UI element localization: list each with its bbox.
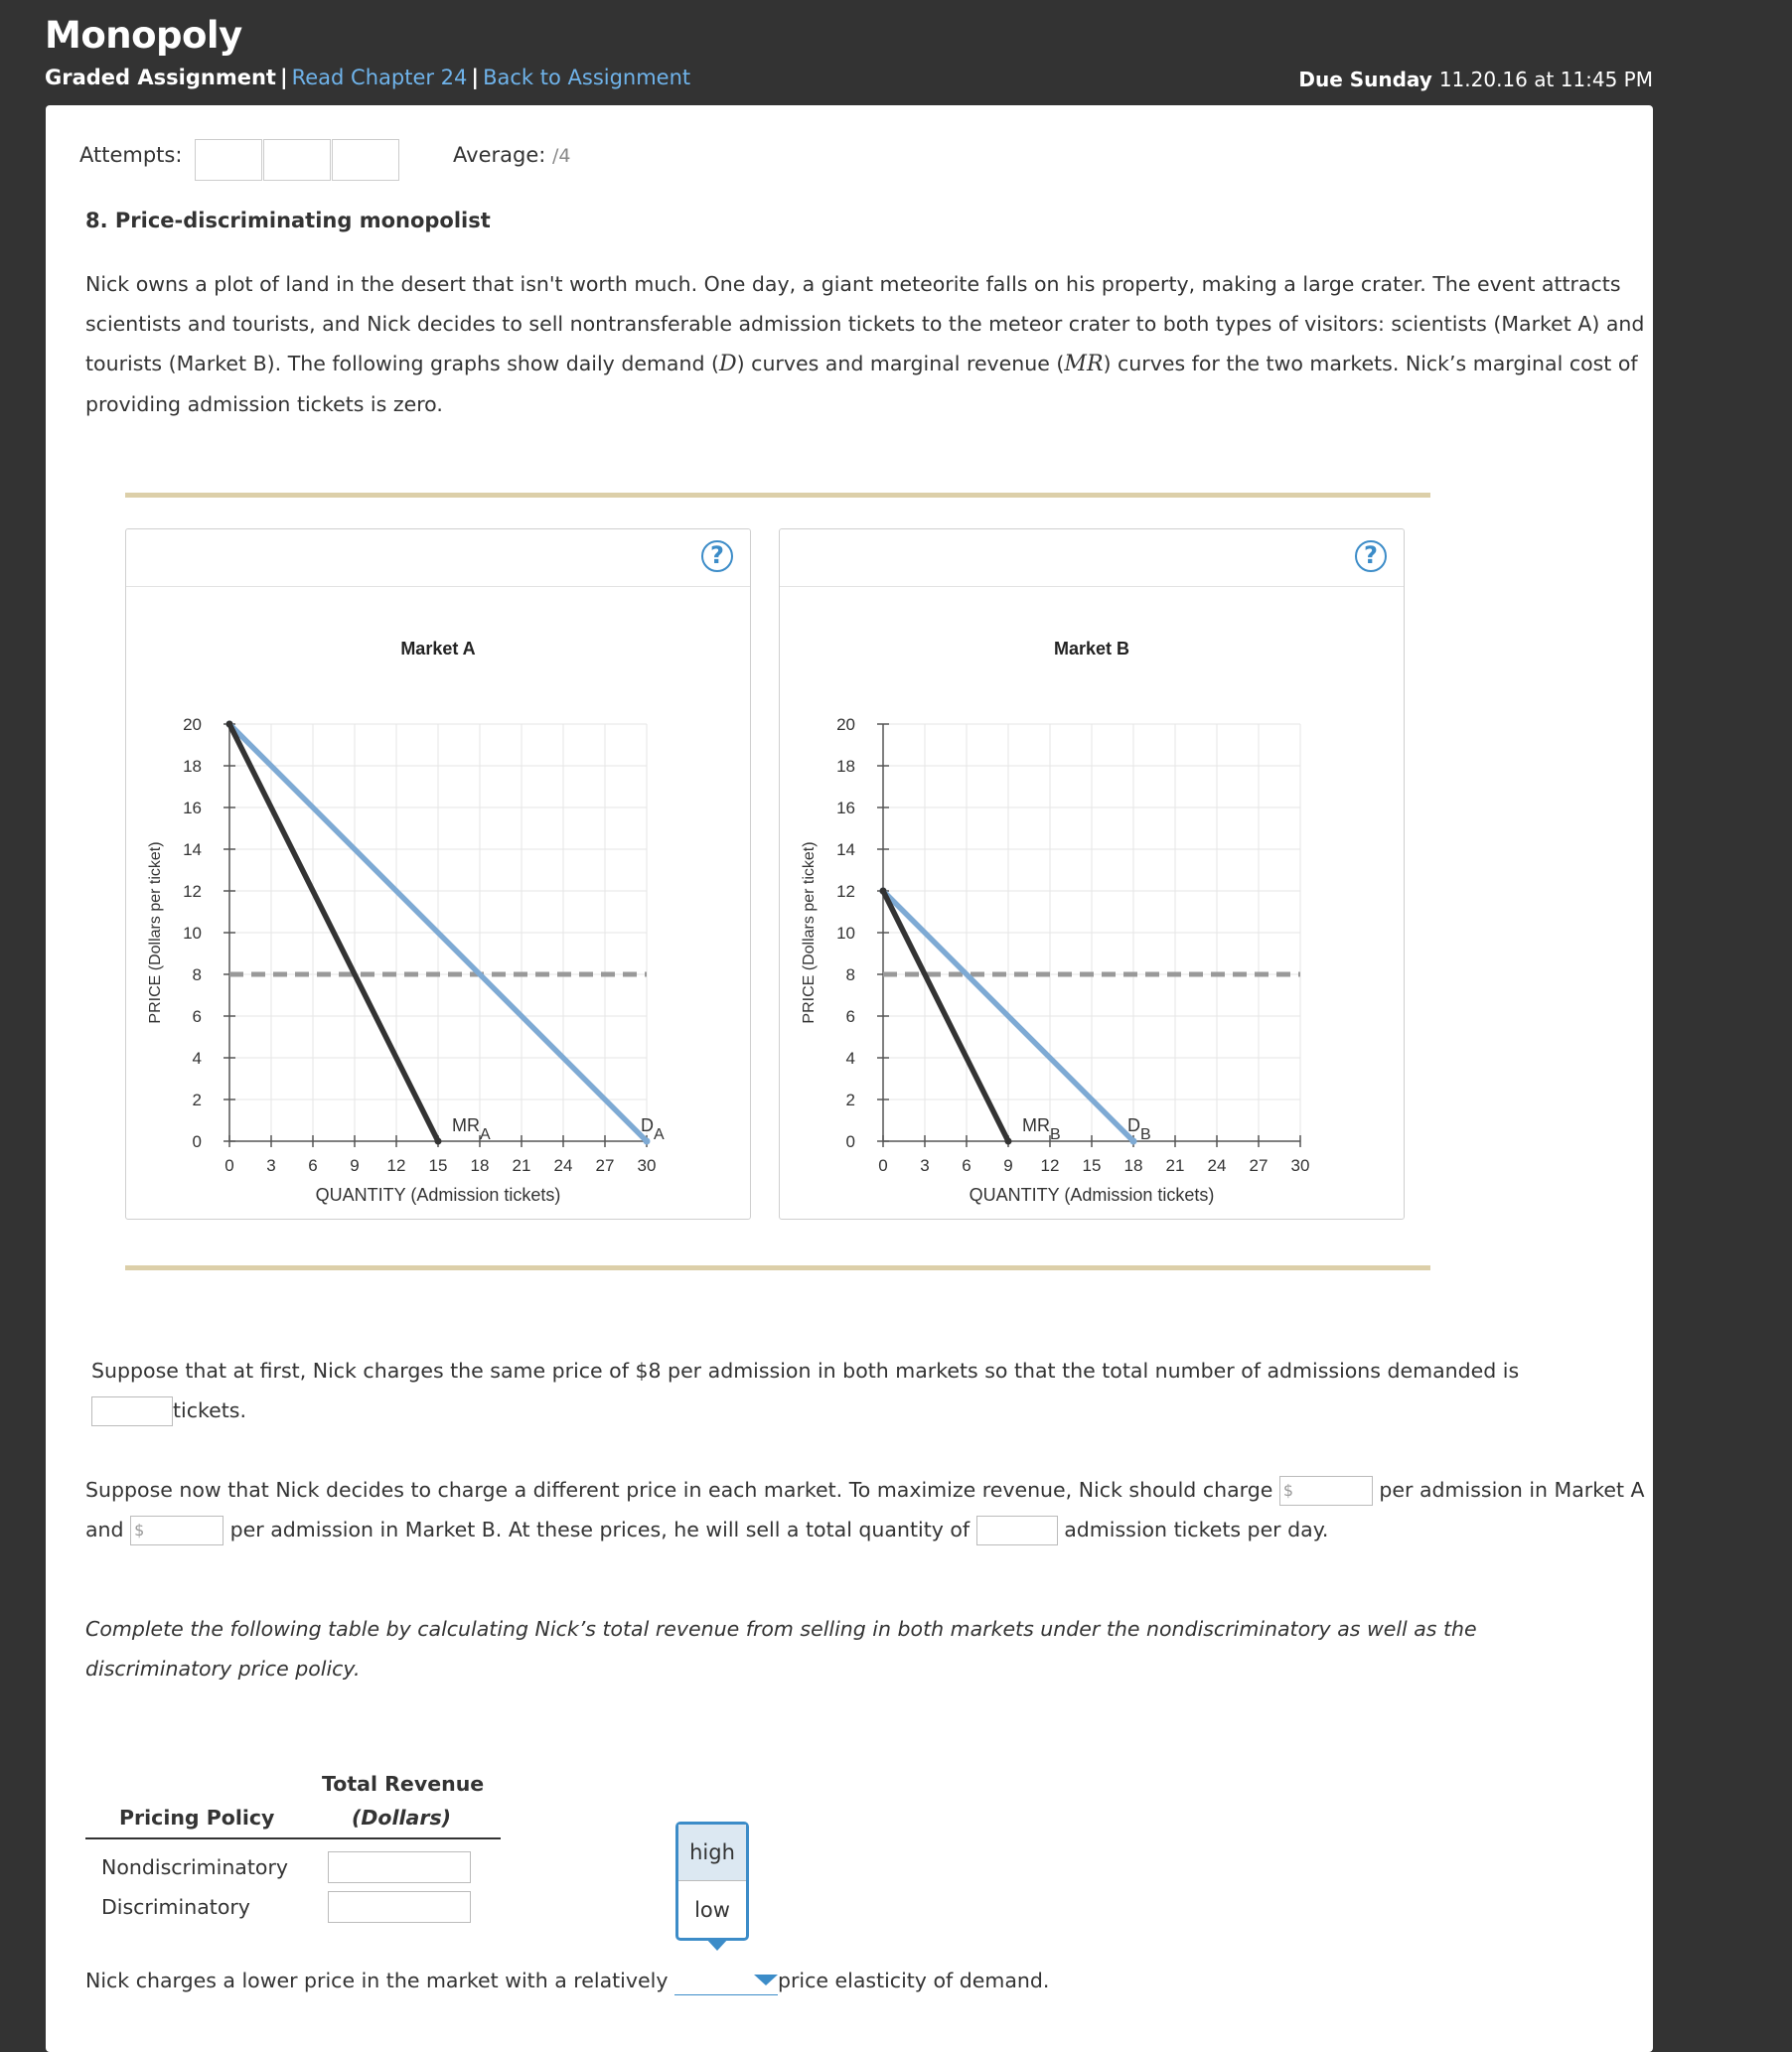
mr-a-line-end — [435, 1138, 442, 1145]
x-tick-label: 3 — [920, 1156, 930, 1175]
question-panel — [46, 105, 1653, 2052]
intro-mr-symbol: MR — [1064, 352, 1104, 376]
help-icon[interactable]: ? — [701, 540, 733, 572]
graph-market-b — [779, 528, 1405, 1220]
x-tick-label: 21 — [1165, 1156, 1185, 1175]
attempt-box — [195, 139, 262, 181]
market-a-chart — [126, 529, 750, 1219]
series-label-sub: B — [1140, 1126, 1151, 1143]
series-label-name: MR — [1022, 1115, 1050, 1135]
chart-title: Market A — [400, 639, 476, 659]
x-tick-label: 24 — [553, 1156, 573, 1175]
part1-text: tickets. — [173, 1398, 246, 1422]
chart-title: Market B — [1053, 639, 1130, 659]
y-tick-label: 18 — [836, 757, 855, 776]
x-tick-label: 6 — [308, 1156, 318, 1175]
final-text: price elasticity of demand. — [777, 1969, 1050, 1992]
y-tick-label: 18 — [183, 757, 202, 776]
y-tick-label: 20 — [836, 715, 855, 734]
x-tick-label: 18 — [470, 1156, 490, 1175]
y-tick-label: 14 — [183, 840, 202, 859]
header-pricing-policy: Pricing Policy — [119, 1806, 275, 1830]
header-total-revenue: Total Revenue — [322, 1772, 485, 1796]
x-tick-label: 21 — [512, 1156, 531, 1175]
x-tick-label: 15 — [1082, 1156, 1102, 1175]
y-tick-label: 2 — [845, 1091, 855, 1109]
attempt-box — [263, 139, 331, 181]
intro-text: Nick owns a plot of land in the desert that isn't worth much. One day, a giant meteorite falls on his property, making a large crater. The event attracts scientists and tourists, and Nick decides to sell nontransferable admission tickets to the meteor crater to both types of visitors: scientists (Market A) and tourists (Market B). The following graphs show daily demand ( — [85, 272, 1645, 375]
average — [453, 143, 571, 167]
y-tick-label: 12 — [836, 882, 855, 901]
due-value: 11.20.16 at 11:45 PM — [1438, 68, 1653, 91]
dropdown-pointer — [705, 1938, 729, 1951]
mr-b-line-end — [1005, 1138, 1012, 1145]
row-label-nondiscriminatory: Nondiscriminatory — [101, 1855, 289, 1879]
revenue-nondiscriminatory-input[interactable] — [328, 1851, 471, 1883]
series-label-name: MR — [452, 1115, 480, 1135]
y-tick-label: 8 — [192, 965, 202, 984]
x-tick-label: 24 — [1207, 1156, 1227, 1175]
part2-text: Suppose now that Nick decides to charge a different price in each market. To maximize revenue, Nick should charge — [85, 1478, 1273, 1502]
y-tick-label: 0 — [845, 1132, 855, 1151]
y-tick-label: 12 — [183, 882, 202, 901]
y-tick-label: 6 — [845, 1007, 855, 1026]
intro-text: ) curves for the two markets. Nick’s marginal cost of providing admission tickets is zero. — [85, 352, 1638, 416]
price-market-b-input[interactable]: $ — [130, 1516, 224, 1545]
price-market-a-input[interactable]: $ — [1279, 1476, 1373, 1506]
chevron-down-icon — [754, 1975, 778, 1985]
divider-bottom — [125, 1265, 1430, 1270]
average-label: Average: — [453, 143, 546, 167]
series-label-mr-b-line — [1022, 1115, 1061, 1143]
y-tick-label: 14 — [836, 840, 855, 859]
breadcrumb — [45, 66, 690, 89]
y-tick-label: 8 — [845, 965, 855, 984]
option-high[interactable]: high — [678, 1825, 746, 1881]
y-tick-label: 2 — [192, 1091, 202, 1109]
divider-top — [125, 493, 1430, 498]
attempts-label: Attempts: — [79, 143, 183, 167]
x-tick-label: 15 — [428, 1156, 448, 1175]
y-tick-label: 16 — [836, 799, 855, 817]
y-axis-title: PRICE (Dollars per ticket) — [147, 841, 164, 1024]
d-b-line-end — [1130, 1138, 1137, 1145]
x-axis-title: QUANTITY (Admission tickets) — [315, 1185, 561, 1205]
mr-a-line-start — [226, 721, 233, 728]
separator: | — [471, 66, 480, 89]
market-b-chart — [780, 529, 1404, 1219]
x-tick-label: 12 — [386, 1156, 406, 1175]
y-tick-label: 16 — [183, 799, 202, 817]
y-tick-label: 10 — [183, 924, 202, 943]
header-dollars: (Dollars) — [352, 1806, 452, 1830]
x-tick-label: 18 — [1123, 1156, 1143, 1175]
x-tick-label: 0 — [878, 1156, 888, 1175]
final-question — [85, 1961, 1575, 2000]
attempt-box — [332, 139, 399, 181]
y-tick-label: 10 — [836, 924, 855, 943]
table-divider — [85, 1837, 501, 1839]
total-quantity-input[interactable] — [976, 1516, 1058, 1545]
question-title: 8. Price-discriminating monopolist — [85, 209, 491, 232]
y-tick-label: 0 — [192, 1132, 202, 1151]
x-tick-label: 0 — [224, 1156, 234, 1175]
x-tick-label: 12 — [1040, 1156, 1060, 1175]
series-label-name: D — [1127, 1115, 1140, 1135]
series-label-sub: A — [480, 1126, 491, 1143]
y-tick-label: 4 — [845, 1049, 855, 1068]
d-a-line-end — [644, 1138, 651, 1145]
x-tick-label: 9 — [1003, 1156, 1013, 1175]
series-label-name: D — [641, 1115, 654, 1135]
separator: | — [279, 66, 288, 89]
mr-b-line-start — [880, 888, 887, 895]
x-tick-label: 6 — [962, 1156, 971, 1175]
x-axis-title: QUANTITY (Admission tickets) — [969, 1185, 1215, 1205]
elasticity-select[interactable] — [674, 1969, 778, 1995]
series-label-sub: B — [1050, 1126, 1061, 1143]
graded-assignment-label: Graded Assignment — [45, 66, 276, 89]
x-tick-label: 27 — [1249, 1156, 1269, 1175]
page-title: Monopoly — [45, 14, 242, 57]
y-axis-title: PRICE (Dollars per ticket) — [801, 841, 818, 1024]
average-value: /4 — [552, 145, 571, 167]
series-label-sub: A — [654, 1126, 665, 1143]
y-tick-label: 4 — [192, 1049, 202, 1068]
graph-market-a — [125, 528, 751, 1220]
part2-text: admission tickets per day. — [1064, 1518, 1329, 1541]
due-date — [1298, 68, 1653, 91]
question-intro — [85, 264, 1655, 424]
x-tick-label: 30 — [637, 1156, 657, 1175]
x-tick-label: 3 — [266, 1156, 276, 1175]
final-text: Nick charges a lower price in the market with a relatively — [85, 1969, 669, 1992]
x-tick-label: 9 — [350, 1156, 360, 1175]
intro-text: ) curves and marginal revenue ( — [736, 352, 1065, 375]
option-low[interactable]: low — [694, 1898, 730, 1922]
y-tick-label: 6 — [192, 1007, 202, 1026]
revenue-discriminatory-input[interactable] — [328, 1891, 471, 1923]
read-chapter-link[interactable]: Read Chapter 24 — [291, 66, 468, 89]
table-instruction: Complete the following table by calculating Nick’s total revenue from selling in both markets under the nondiscriminatory as well as the discriminatory price policy. — [85, 1617, 1477, 1681]
row-label-discriminatory: Discriminatory — [101, 1895, 250, 1919]
part2-text: per admission in Market A and — [85, 1478, 1645, 1541]
back-to-assignment-link[interactable]: Back to Assignment — [483, 66, 691, 89]
y-tick-label: 20 — [183, 715, 202, 734]
due-label: Due Sunday — [1298, 68, 1432, 91]
part2 — [85, 1470, 1655, 1549]
part1-text: Suppose that at first, Nick charges the same price of $8 per admission in both markets so that the total number of admissions demanded is — [91, 1359, 1520, 1383]
help-icon[interactable]: ? — [1355, 540, 1387, 572]
part1 — [91, 1351, 1621, 1430]
series-label-mr-a-line — [452, 1115, 491, 1143]
x-tick-label: 27 — [595, 1156, 615, 1175]
part2-text: per admission in Market B. At these prices, he will sell a total quantity of — [229, 1518, 971, 1541]
intro-d-symbol: D — [719, 352, 737, 376]
x-tick-label: 30 — [1290, 1156, 1310, 1175]
total-admissions-input[interactable] — [91, 1396, 173, 1426]
elasticity-dropdown-menu[interactable] — [675, 1822, 749, 1941]
